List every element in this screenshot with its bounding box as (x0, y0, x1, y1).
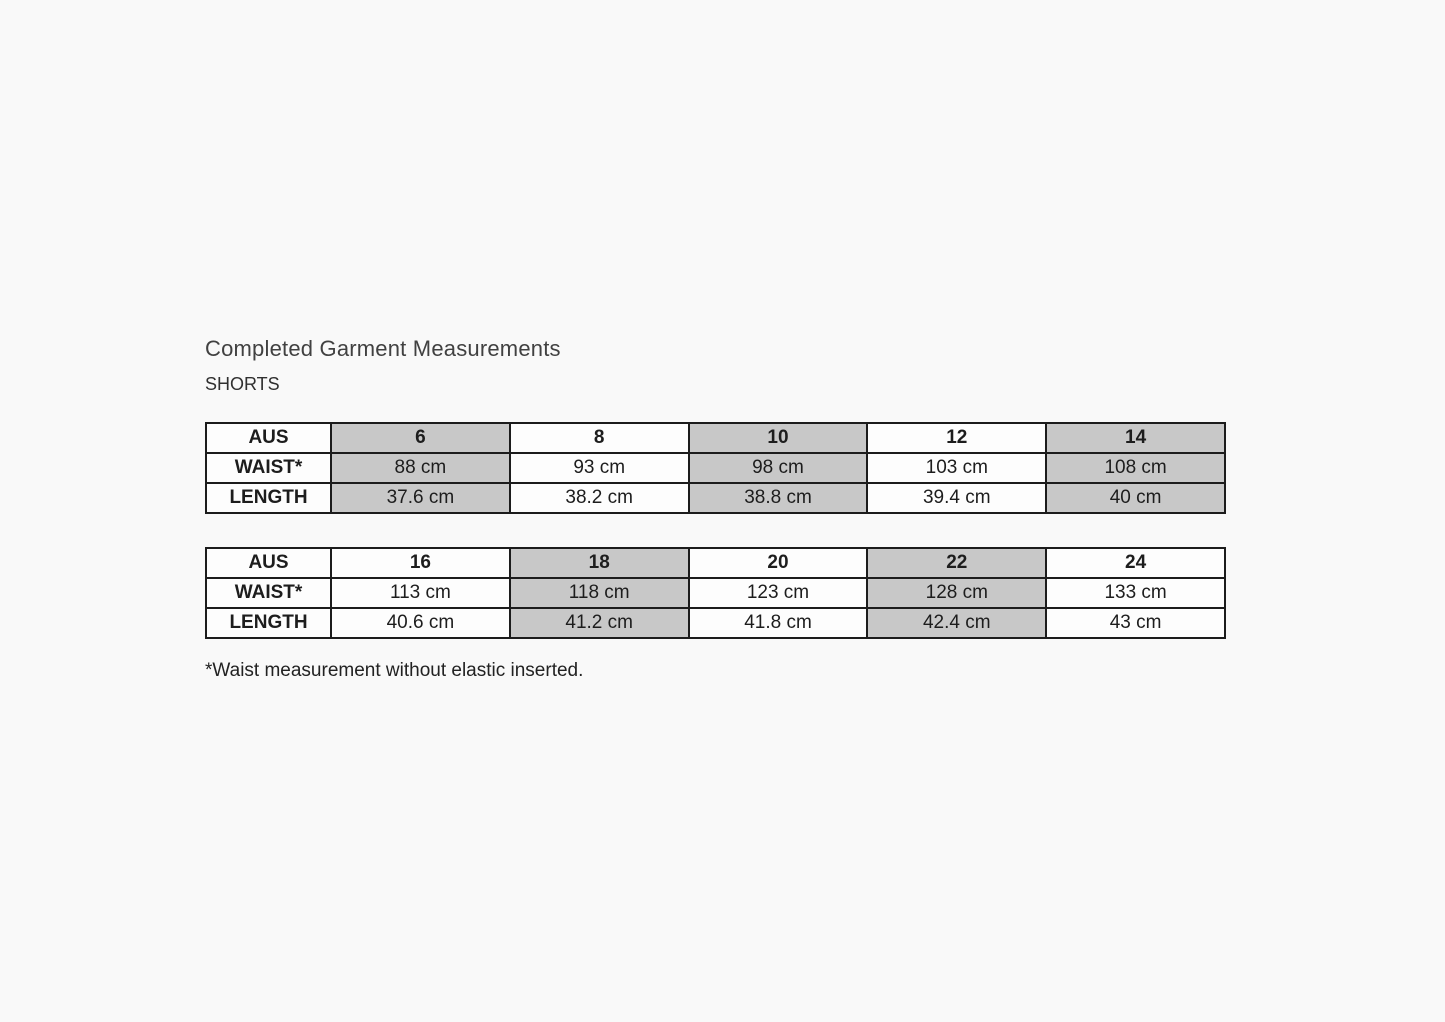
table-row-length (206, 608, 1225, 638)
measurement-cell: 113 cm (331, 578, 510, 608)
size-cell: 8 (510, 423, 689, 453)
size-cell: 12 (867, 423, 1046, 453)
measurement-cell: 42.4 cm (867, 608, 1046, 638)
measurement-cell: 123 cm (689, 578, 868, 608)
table-row-waist (206, 453, 1225, 483)
table-row-length (206, 483, 1225, 513)
measurement-cell: 41.2 cm (510, 608, 689, 638)
measurement-cell: 118 cm (510, 578, 689, 608)
size-cell: 20 (689, 548, 868, 578)
row-header-cell: WAIST* (206, 453, 331, 483)
measurement-cell: 88 cm (331, 453, 510, 483)
row-header-cell: AUS (206, 423, 331, 453)
garment-subtitle: SHORTS (205, 374, 280, 394)
size-cell: 6 (331, 423, 510, 453)
measurement-cell: 103 cm (867, 453, 1046, 483)
row-header-cell: LENGTH (206, 608, 331, 638)
size-cell: 10 (689, 423, 868, 453)
table-row-sizes (206, 548, 1225, 578)
measurement-cell: 38.2 cm (510, 483, 689, 513)
size-cell: 22 (867, 548, 1046, 578)
waist-footnote: *Waist measurement without elastic inserted. (205, 660, 584, 681)
measurement-chart (205, 336, 1226, 682)
measurement-cell: 43 cm (1046, 608, 1225, 638)
measurement-cell: 40.6 cm (331, 608, 510, 638)
measurement-cell: 108 cm (1046, 453, 1225, 483)
size-cell: 14 (1046, 423, 1225, 453)
row-header-cell: WAIST* (206, 578, 331, 608)
size-cell: 16 (331, 548, 510, 578)
row-header-cell: LENGTH (206, 483, 331, 513)
measurement-cell: 39.4 cm (867, 483, 1046, 513)
measurement-cell: 133 cm (1046, 578, 1225, 608)
size-table-aus-16-24 (205, 547, 1226, 639)
measurement-cell: 41.8 cm (689, 608, 868, 638)
table-row-sizes (206, 423, 1225, 453)
size-cell: 24 (1046, 548, 1225, 578)
measurement-cell: 38.8 cm (689, 483, 868, 513)
size-table-aus-6-14 (205, 422, 1226, 514)
size-cell: 18 (510, 548, 689, 578)
measurement-cell: 98 cm (689, 453, 868, 483)
row-header-cell: AUS (206, 548, 331, 578)
table-row-waist (206, 578, 1225, 608)
measurement-cell: 40 cm (1046, 483, 1225, 513)
measurement-cell: 128 cm (867, 578, 1046, 608)
page-title: Completed Garment Measurements (205, 336, 561, 361)
measurement-cell: 37.6 cm (331, 483, 510, 513)
measurement-cell: 93 cm (510, 453, 689, 483)
